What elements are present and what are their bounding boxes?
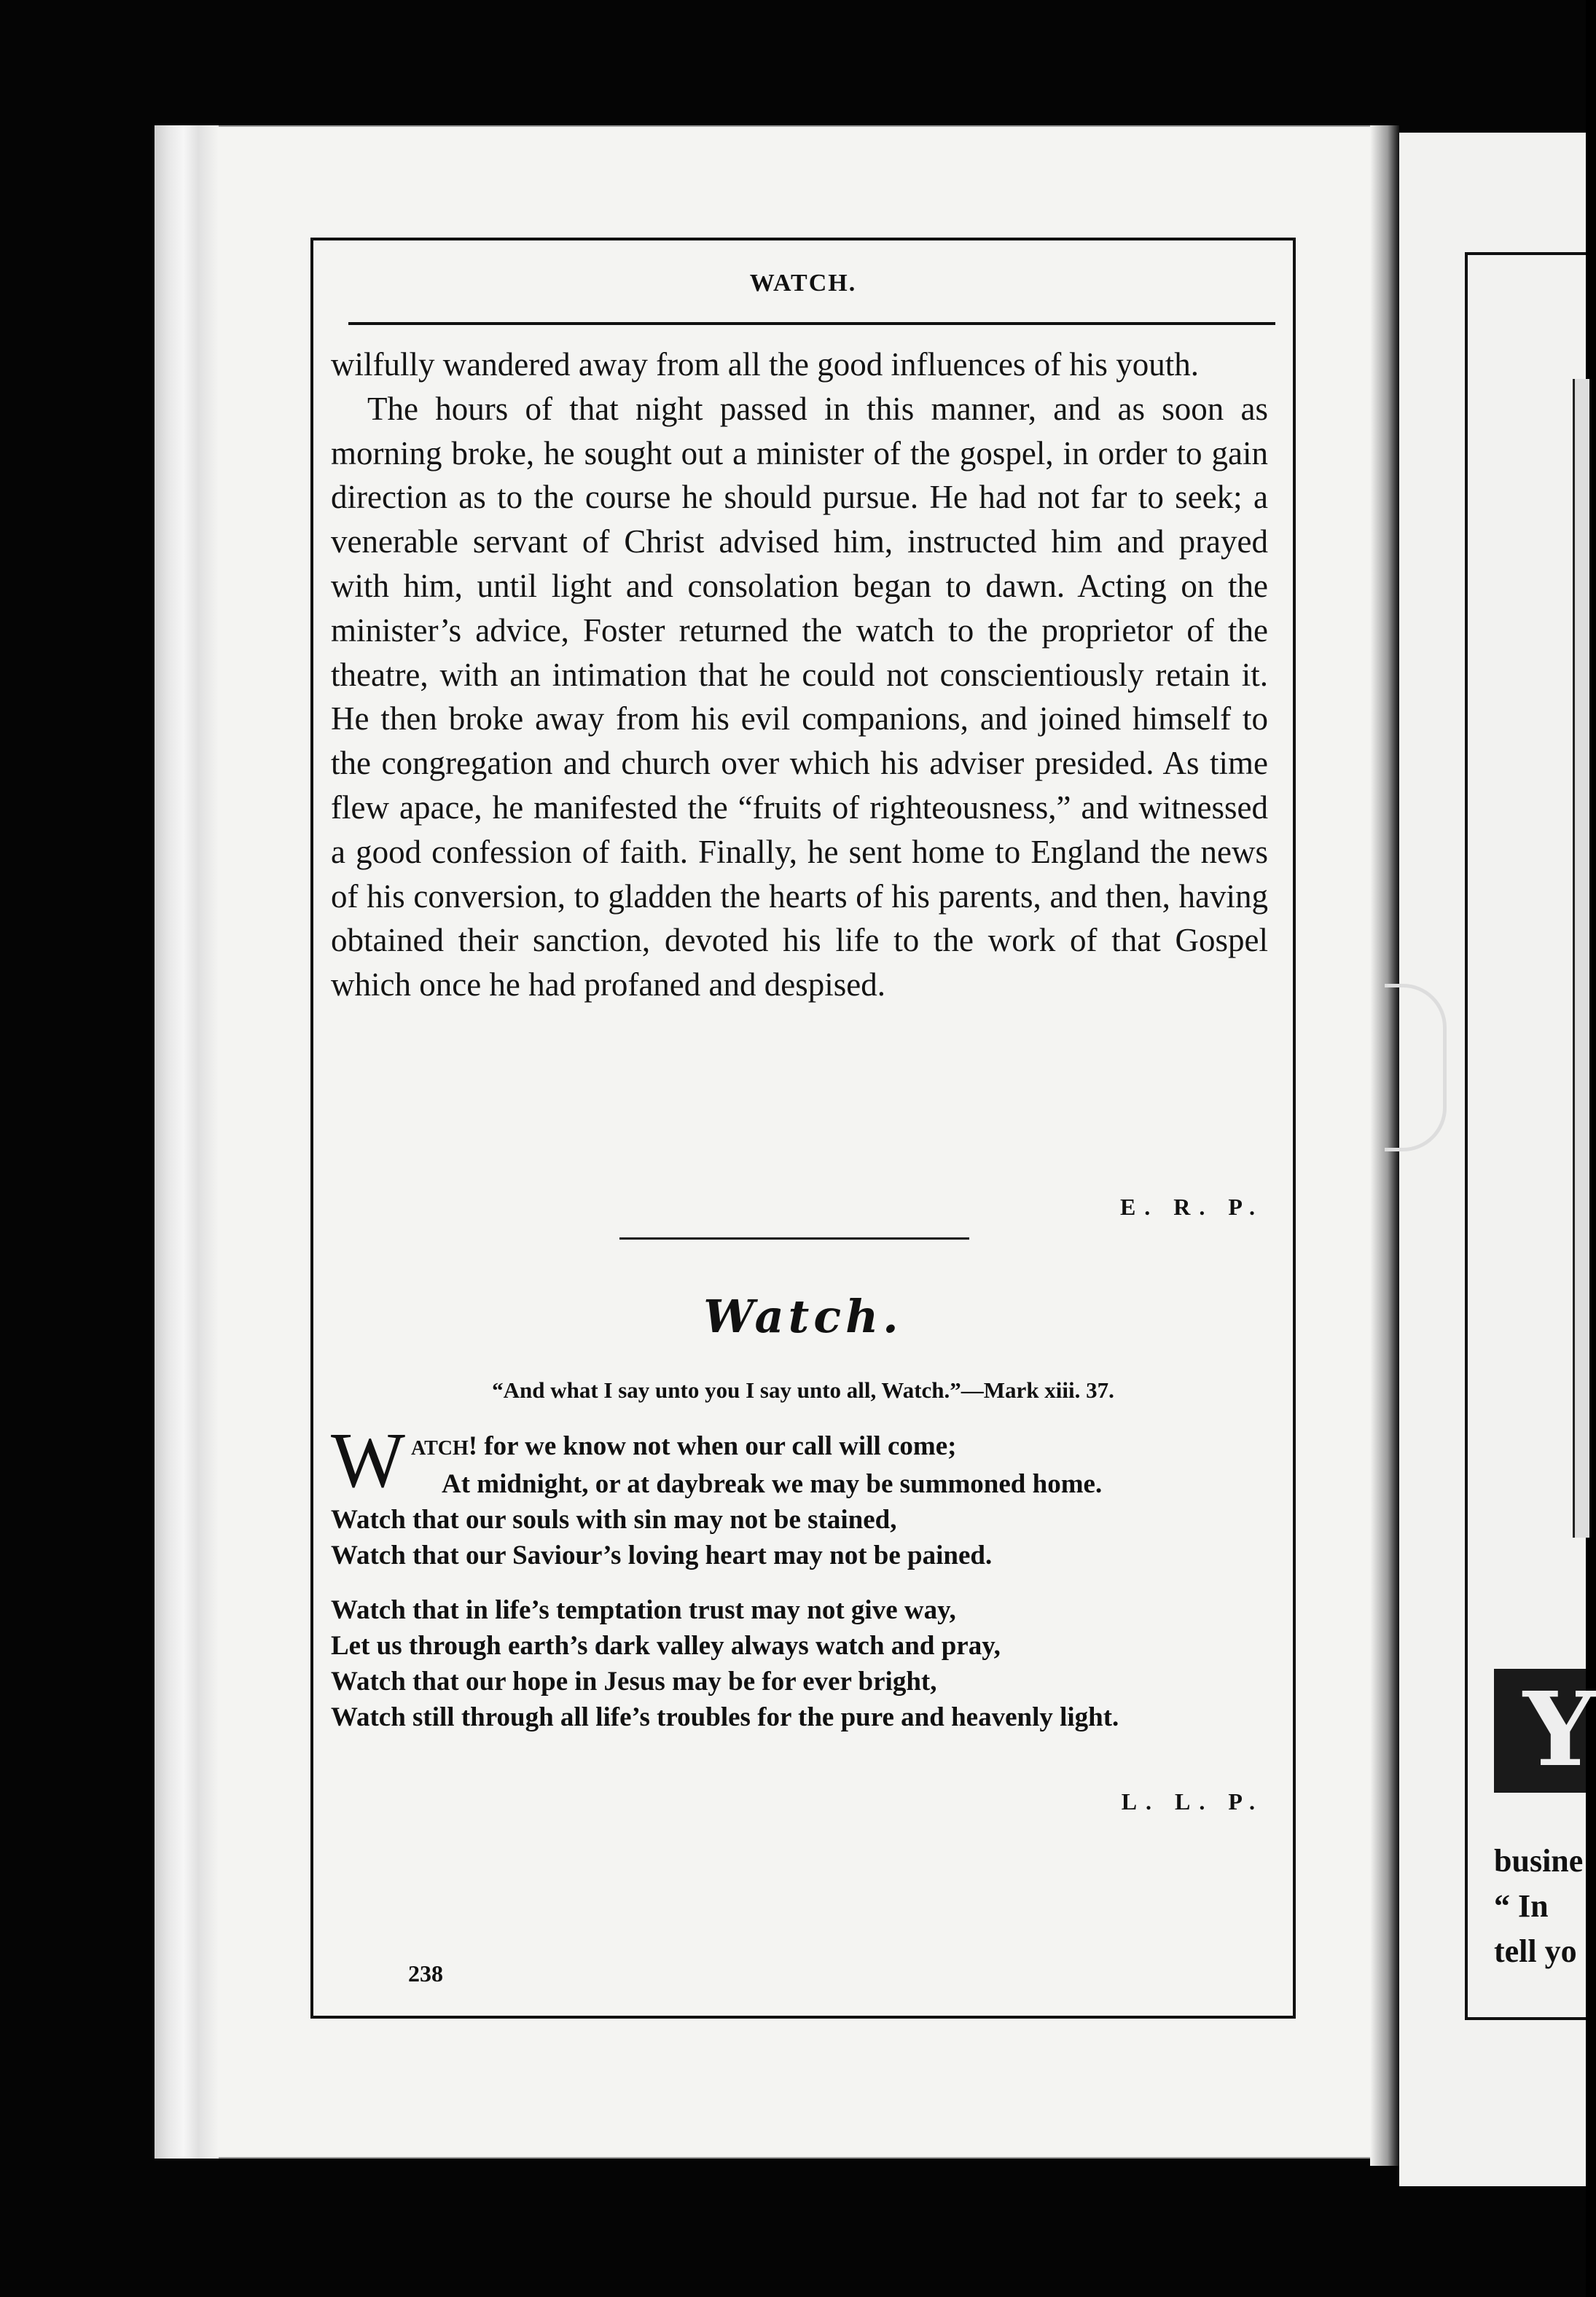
poem-line: Watch that our Saviour’s loving heart may not be pained. [331, 1541, 993, 1570]
right-page-text-line-3: tell yo [1494, 1933, 1577, 1969]
poem-line: Let us through earth’s dark valley always watch and pray, [331, 1631, 1001, 1661]
prose-paragraph-2: The hours of that night passed in this manner, and as soon as morning broke, he sought out a minister of the gospel, in order to gain direction as to the course he should pursue. He had not far to seek; a venerable servant of Christ advised him, instructed him and prayed with him, until light and consolation began to dawn. Acting on the minister’s advice, Foster returned the watch to the proprietor of the theatre, with an intimation that he could not conscientiously retain it. He then broke away from his evil companions, and joined himself to the congregation and church over which his adviser presided. As time flew apace, he manifested the “fruits of righteousness,” and witnessed a good confession of faith. Finally, he sent home to England the news of his conversion, to gladden the hearts of his parents, and then, having obtained their sanction, devoted his life to the work of that Gospel which once he had profaned and despised. [331, 390, 1268, 1003]
page-edge-strip [154, 125, 219, 2159]
poem-title: Watch. [703, 1290, 903, 1343]
poem-dropcap: W [331, 1417, 405, 1504]
poem-line: Watch still through all life’s troubles for the pure and heavenly light. [331, 1702, 1119, 1732]
right-page-image [1573, 379, 1589, 1538]
prose-body [331, 343, 1268, 1007]
poem-stanza-1 [331, 1417, 1278, 1573]
right-page-text-line-1: busine [1494, 1843, 1584, 1879]
poem-line: Watch that our hope in Jesus may be for ever bright, [331, 1667, 937, 1697]
poem-line: At midnight, or at daybreak we may be summoned home. [442, 1469, 1103, 1499]
poem-stanza-2 [331, 1592, 1278, 1735]
header-rule [348, 322, 1275, 325]
bookmark-ribbon [1385, 984, 1447, 1151]
poem-epigraph: “And what I say unto you I say unto all, Watch.”—Mark xiii. 37. [492, 1377, 1114, 1403]
prose-signature: E. R. P. [1119, 1194, 1264, 1220]
section-separator [619, 1237, 969, 1240]
poem-body [331, 1417, 1278, 1754]
right-page-dropcap: Y [1523, 1670, 1596, 1790]
poem-line: Watch that our souls with sin may not be stained, [331, 1505, 897, 1535]
poem-line-text: ! for we know not when our call will come; [468, 1431, 957, 1461]
poem-line: Watch that in life’s temptation trust may not give way, [331, 1595, 956, 1625]
running-header: WATCH. [749, 270, 857, 297]
poem-first-word: ATCH [410, 1437, 469, 1460]
poem-signature: L. L. P. [1121, 1788, 1264, 1815]
page-frame [310, 238, 1296, 2019]
right-page-text-line-2: “ In [1494, 1888, 1549, 1924]
prose-paragraph-1: wilfully wandered away from all the good influences of his youth. [331, 346, 1199, 383]
page-number: 238 [408, 1960, 443, 1987]
